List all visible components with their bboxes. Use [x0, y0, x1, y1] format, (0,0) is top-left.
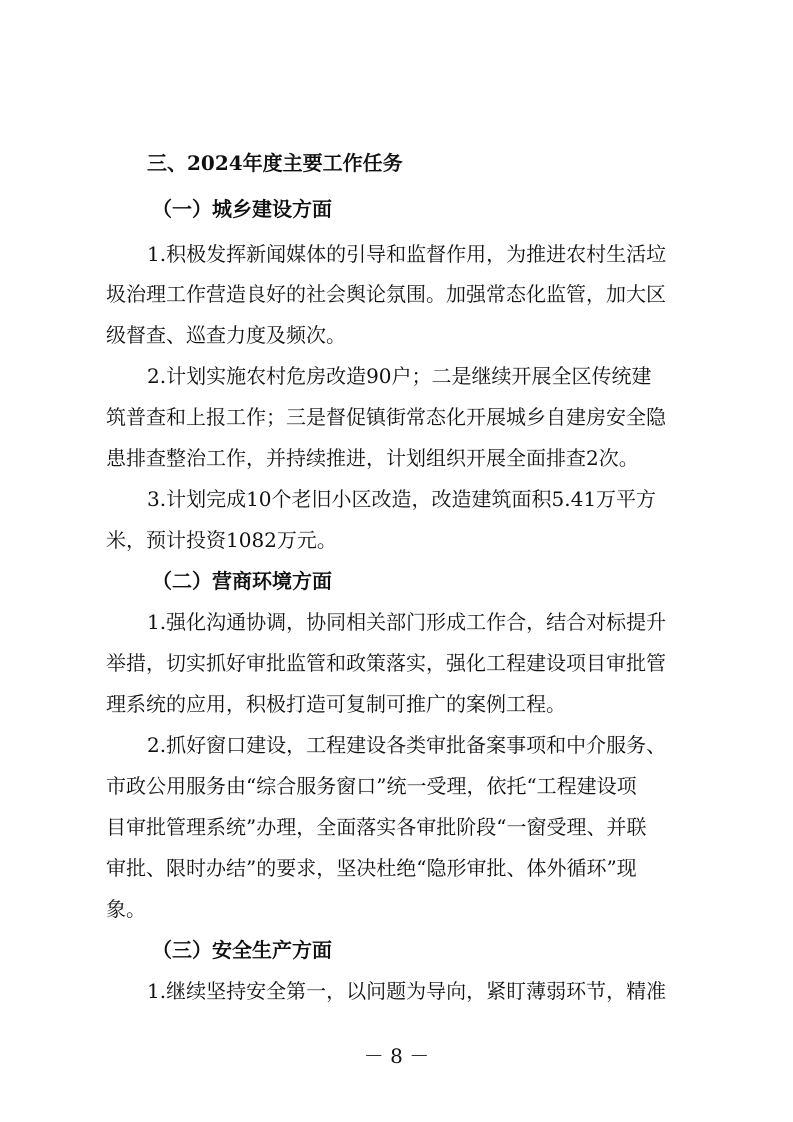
section-title: 三、2024年度主要工作任务: [147, 151, 403, 175]
paragraph-line: 1.继续坚持安全第一，以问题为导向，紧盯薄弱环节，精准: [147, 979, 667, 1003]
paragraph-line: 筑普查和上报工作；三是督促镇街常态化开展城乡自建房安全隐: [106, 405, 666, 429]
paragraph-line: 患排查整治工作，并持续推进，计划组织开展全面排查2次。: [106, 446, 639, 470]
paragraph-line: 米，预计投资1082万元。: [106, 528, 337, 552]
page-number: － 8 －: [363, 1044, 430, 1068]
paragraph-line: 圾治理工作营造良好的社会舆论氛围。加强常态化监管，加大区: [106, 282, 666, 306]
paragraph-line: 举措，切实抓好审批监管和政策落实，强化工程建设项目审批管: [106, 651, 666, 675]
subsection-title-urban-rural: （一）城乡建设方面: [152, 197, 332, 221]
paragraph-line: 2.计划实施农村危房改造90户；二是继续开展全区传统建: [147, 364, 652, 388]
paragraph-line: 象。: [106, 897, 146, 921]
paragraph-line: 理系统的应用，积极打造可复制可推广的案例工程。: [106, 692, 566, 716]
subsection-title-business-environment: （二）营商环境方面: [152, 569, 332, 593]
paragraph-line: 1.积极发挥新闻媒体的引导和监督作用，为推进农村生活垃: [147, 242, 667, 266]
paragraph-line: 目审批管理系统”办理，全面落实各审批阶段“一窗受理、并联: [106, 815, 647, 839]
paragraph-line: 1.强化沟通协调，协同相关部门形成工作合，结合对标提升: [147, 610, 667, 634]
subsection-title-safety-production: （三）安全生产方面: [152, 938, 332, 962]
paragraph-line: 审批、限时办结”的要求，坚决杜绝“隐形审批、体外循环”现: [106, 856, 637, 880]
paragraph-line: 2.抓好窗口建设，工程建设各类审批备案事项和中介服务、: [147, 733, 667, 757]
paragraph-line: 市政公用服务由“综合服务窗口”统一受理，依托“工程建设项: [106, 774, 637, 798]
paragraph-line: 级督查、巡查力度及频次。: [106, 323, 346, 347]
paragraph-line: 3.计划完成10个老旧小区改造，改造建筑面积5.41万平方: [147, 487, 657, 511]
